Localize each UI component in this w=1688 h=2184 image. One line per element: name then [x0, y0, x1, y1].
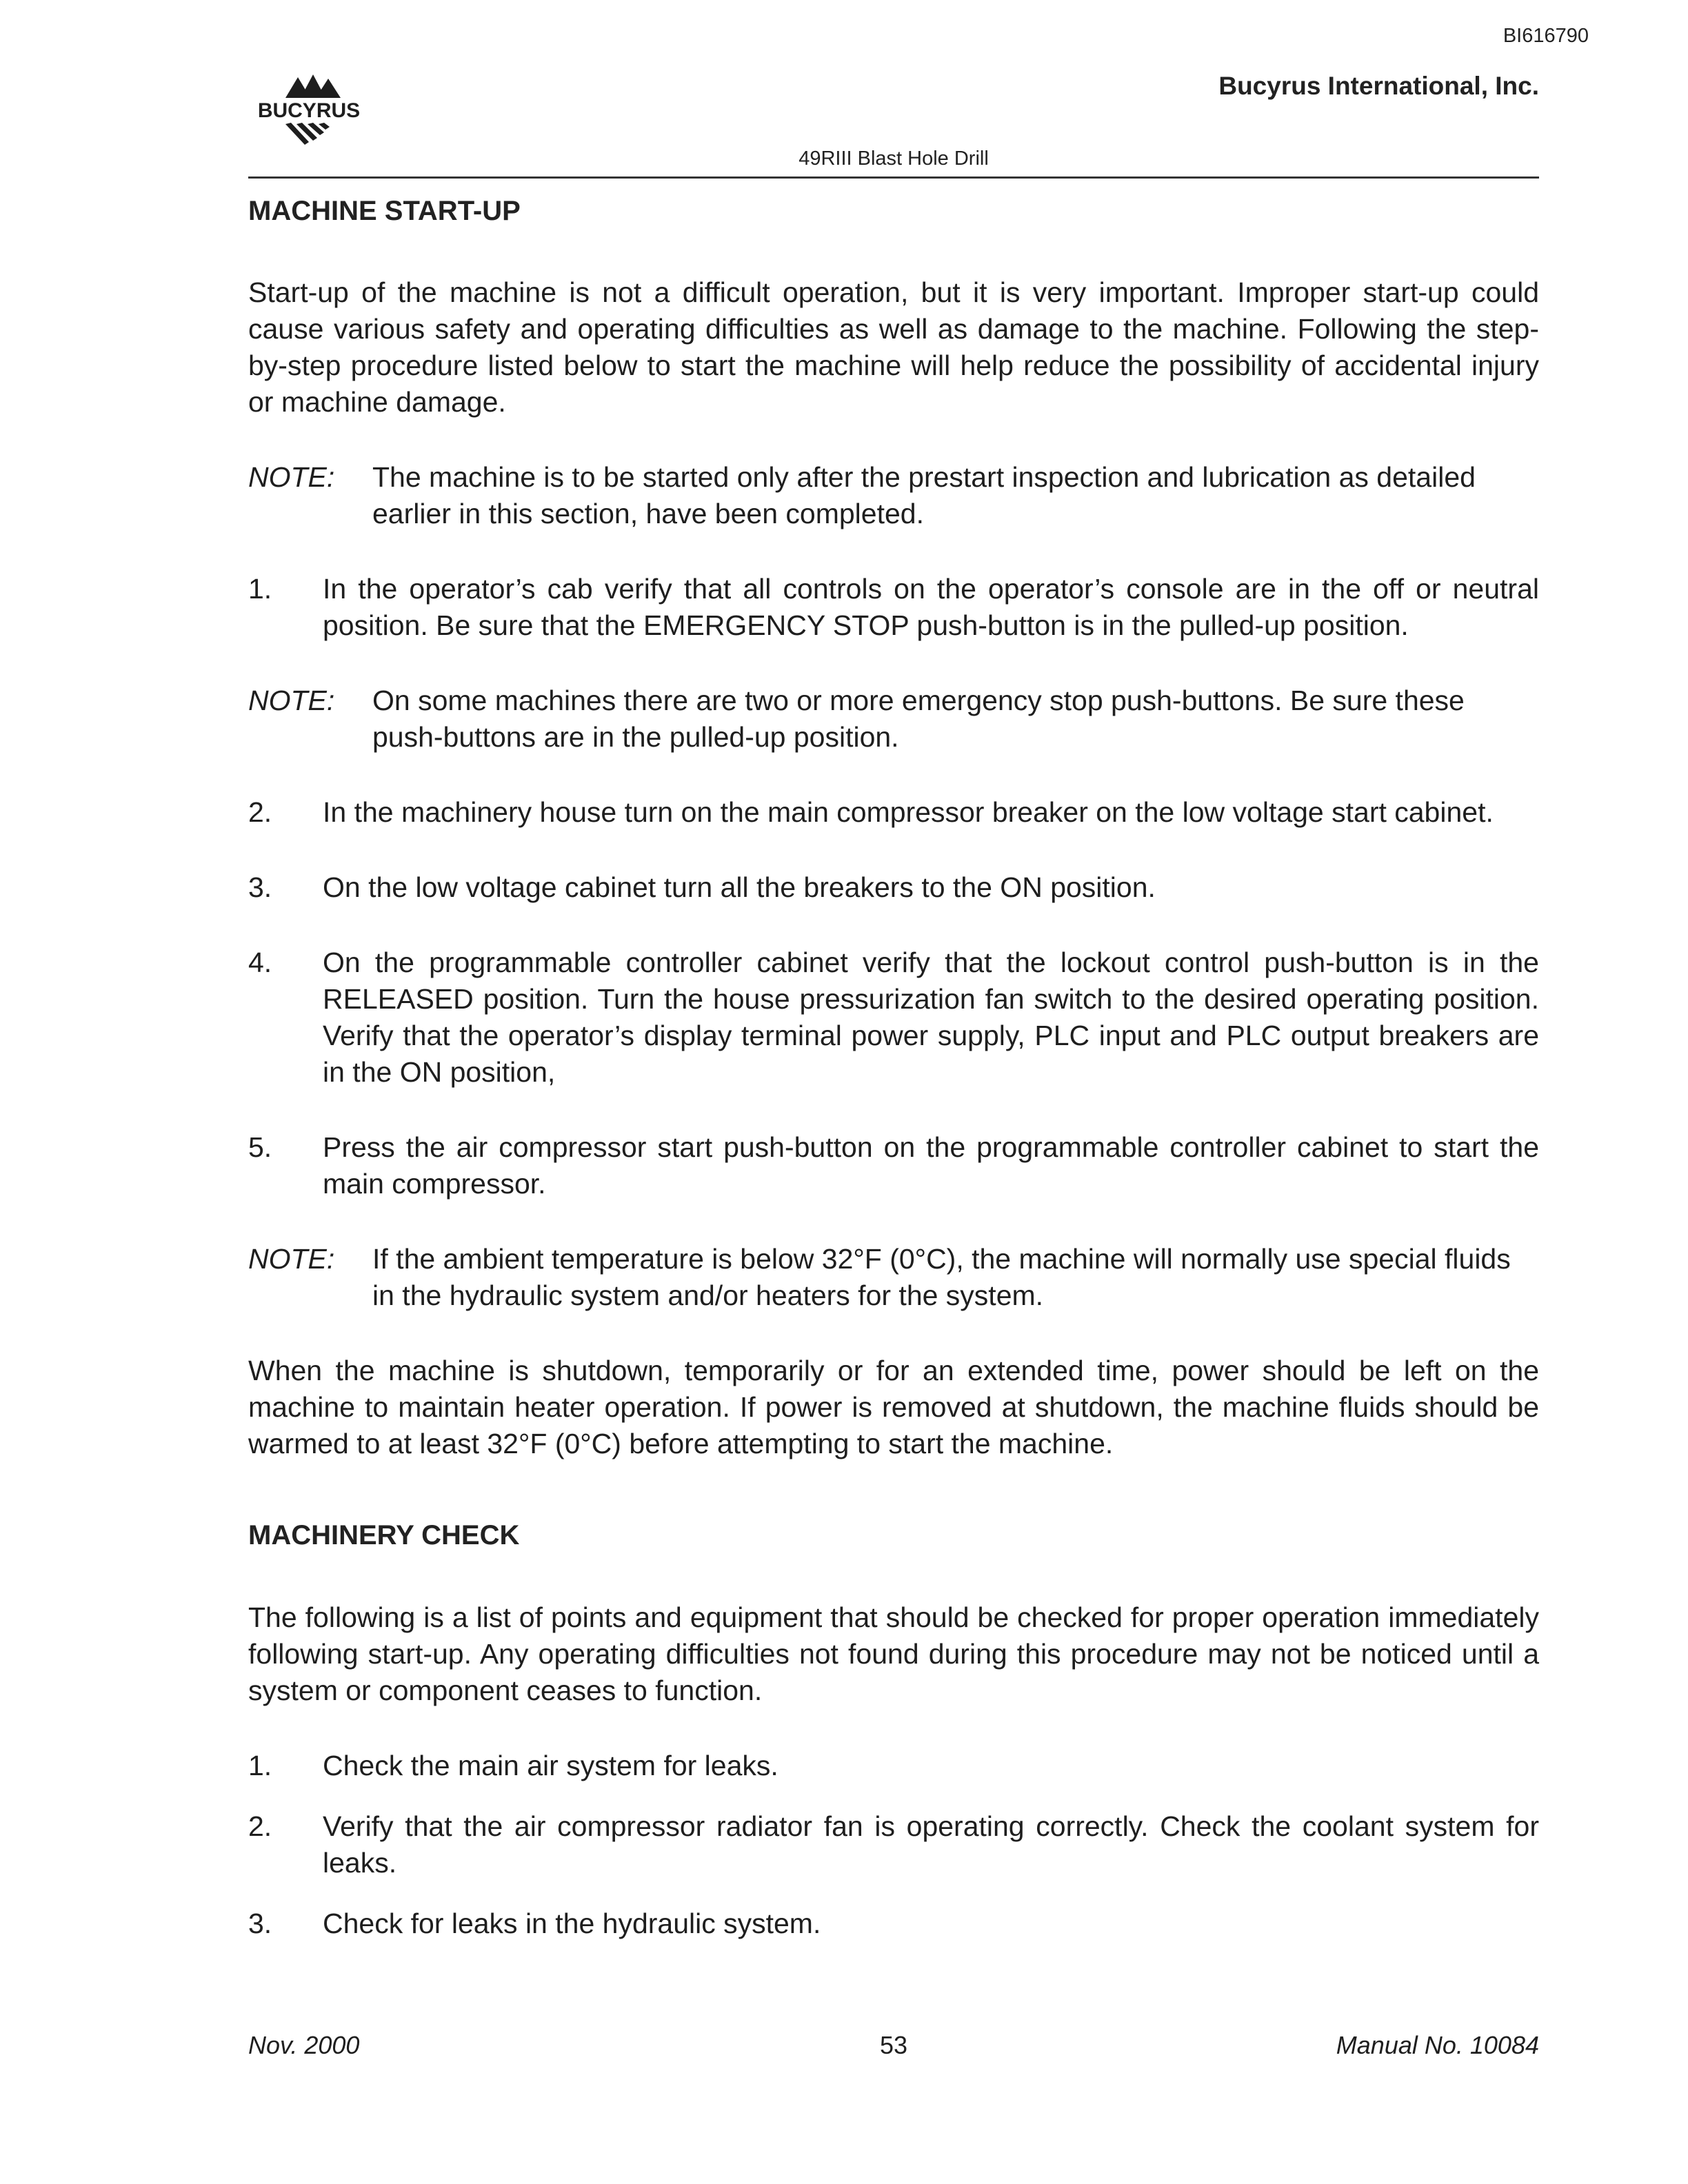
- step-number: 3.: [248, 1908, 272, 1939]
- step-text: In the machinery house turn on the main compressor breaker on the low voltage start cabinet.: [323, 796, 1494, 828]
- note-text: If the ambient temperature is below 32°F (0°C), the machine will normally use special fluids in the hydraulic system and/or heaters for the system.: [372, 1243, 1511, 1311]
- note-label: NOTE:: [248, 685, 335, 716]
- step-text: On the programmable controller cabinet verify that the lockout control push-button is in the RELEASED position. Turn the house pressurization fan switch to the desired operating position. Verify that the operator’s display terminal power supply, PLC input and PLC output breakers are in the ON position,: [323, 947, 1539, 1088]
- step-number: 1.: [248, 573, 272, 605]
- step-text: In the operator’s cab verify that all controls on the operator’s console are in the off or neutral position. Be sure that the EMERGENCY STOP push-button is in the pulled-up position.: [323, 573, 1539, 641]
- step-text: On the low voltage cabinet turn all the breakers to the ON position.: [323, 871, 1156, 903]
- step-number: 1.: [248, 1750, 272, 1781]
- step-number: 2.: [248, 1810, 272, 1842]
- document-id: BI616790: [1503, 25, 1589, 47]
- shutdown-paragraph: When the machine is shutdown, temporarily or for an extended time, power should be left on the machine to maintain heater operation. If power is removed at shutdown, the machine fluids should be warmed to at least 32°F (0°C) before attempting to start the machine.: [248, 1355, 1539, 1459]
- check-item-2: [248, 1808, 1539, 1881]
- start-up-step-2: [248, 794, 1539, 831]
- start-up-step-3: [248, 869, 1539, 906]
- note-label: NOTE:: [248, 461, 335, 493]
- start-up-step-5: [248, 1129, 1539, 1202]
- note-prestart: [248, 459, 1539, 532]
- step-text: Check for leaks in the hydraulic system.: [323, 1908, 821, 1939]
- step-text: Verify that the air compressor radiator fan is operating correctly. Check the coolant system for leaks.: [323, 1810, 1539, 1879]
- note-label: NOTE:: [248, 1243, 335, 1275]
- note-text: The machine is to be started only after the prestart inspection and lubrication as detailed earlier in this section, have been completed.: [372, 461, 1476, 529]
- bucyrus-logo: [247, 72, 371, 149]
- section-title-machinery-check: MACHINERY CHECK: [248, 1520, 520, 1550]
- manual-number: Manual No. 10084: [1336, 2031, 1539, 2059]
- note-ambient-temperature: [248, 1241, 1539, 1314]
- start-up-step-4: [248, 944, 1539, 1091]
- section-title-machine-start-up: MACHINE START-UP: [248, 196, 521, 226]
- step-text: Check the main air system for leaks.: [323, 1750, 778, 1781]
- svg-text:BUCYRUS: BUCYRUS: [257, 99, 361, 122]
- start-up-intro-paragraph: Start-up of the machine is not a difficult operation, but it is very important. Improper start-up could cause various safety and operating difficulties as well as damage to the machine. Following the step-by-step procedure listed below to start the machine will help reduce the possibility of accidental injury or machine damage.: [248, 276, 1539, 418]
- machinery-check-intro-paragraph: The following is a list of points and equipment that should be checked for proper operation immediately following start-up. Any operating difficulties not found during this procedure may not be noticed until a system or component ceases to function.: [248, 1601, 1539, 1706]
- step-number: 4.: [248, 947, 272, 978]
- note-text: On some machines there are two or more emergency stop push-buttons. Be sure these push-buttons are in the pulled-up position.: [372, 685, 1465, 753]
- step-number: 2.: [248, 796, 272, 828]
- step-number: 3.: [248, 871, 272, 903]
- note-emergency-stops: [248, 682, 1539, 756]
- page-content: [248, 193, 1539, 1942]
- page-footer: [248, 2031, 1539, 2065]
- manual-subtitle: 49RIII Blast Hole Drill: [798, 148, 989, 170]
- step-number: 5.: [248, 1131, 272, 1163]
- footer-date: Nov. 2000: [248, 2031, 360, 2059]
- page-number: 53: [879, 2031, 908, 2059]
- company-name: Bucyrus International, Inc.: [1218, 72, 1539, 100]
- header-divider: [248, 176, 1539, 179]
- start-up-step-1: [248, 571, 1539, 644]
- check-item-1: [248, 1748, 1539, 1784]
- step-text: Press the air compressor start push-button on the programmable controller cabinet to start the main compressor.: [323, 1131, 1539, 1200]
- check-item-3: [248, 1905, 1539, 1942]
